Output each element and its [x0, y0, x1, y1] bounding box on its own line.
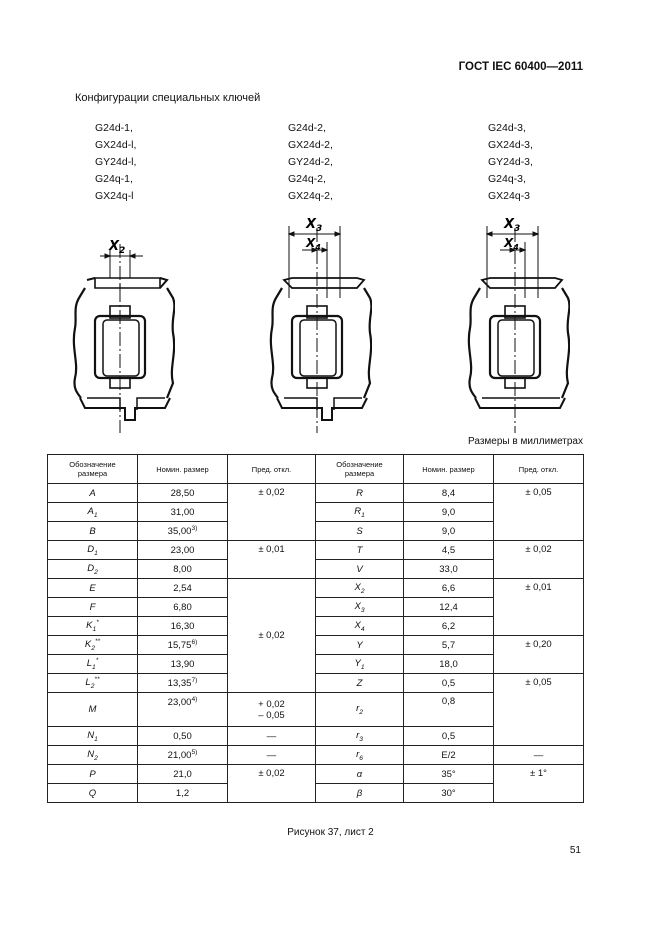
nominal-value: 6,80	[138, 598, 228, 617]
header-tolerance: Пред. откл.	[228, 455, 316, 484]
dim-symbol: $L_2^{**}$	[48, 674, 138, 693]
tolerance-value: ± 0,02	[228, 484, 316, 541]
tolerance-value: ± 0,05	[494, 674, 584, 746]
nominal-value: 0,5	[404, 727, 494, 746]
standard-header: ГОСТ IEC 60400—2011	[458, 61, 583, 73]
dim-symbol: $X_2$	[316, 579, 404, 598]
nominal-value: 0,5	[404, 674, 494, 693]
dim-symbol: $r_6$	[316, 746, 404, 765]
key-item: GX24q-3	[488, 190, 531, 202]
dim-symbol: R	[316, 484, 404, 503]
x3-label: $X_3$	[504, 217, 521, 234]
tolerance-value: ± 0,02	[494, 541, 584, 579]
x4-label: $X_4$	[306, 236, 321, 252]
table-row	[48, 541, 584, 560]
nominal-value: 13,35$^{7)}$	[138, 674, 228, 693]
header-nominal: Номин. размер	[138, 455, 228, 484]
table-row	[48, 746, 584, 765]
x2-label: $X_2$	[109, 239, 126, 256]
dim-symbol: $Y_1$	[316, 655, 404, 674]
dim-symbol: $N_2$	[48, 746, 138, 765]
dim-symbol: $X_4$	[316, 617, 404, 636]
figure-caption: Рисунок 37, лист 2	[287, 827, 374, 838]
nominal-value: 6,6	[404, 579, 494, 598]
nominal-value: 2,54	[138, 579, 228, 598]
dim-symbol: $N_1$	[48, 727, 138, 746]
key-group-2	[288, 120, 333, 205]
nominal-value: E/2	[404, 746, 494, 765]
nominal-value: 30°	[404, 784, 494, 803]
nominal-value: 6,2	[404, 617, 494, 636]
header-symbol: Обозначение размера	[48, 455, 138, 484]
key-item: G24q-1,	[95, 173, 133, 185]
tolerance-value: + 0,02 – 0,05	[228, 693, 316, 727]
nominal-value: 9,0	[404, 503, 494, 522]
key-item: GY24d-2,	[288, 156, 333, 168]
key-item: GX24d-2,	[288, 139, 333, 151]
dim-symbol: $r_3$	[316, 727, 404, 746]
dim-symbol: $A_1$	[48, 503, 138, 522]
table-header-row	[48, 455, 584, 484]
key-group-3	[488, 120, 533, 205]
tolerance-value: —	[228, 727, 316, 746]
tolerance-value: —	[228, 746, 316, 765]
dim-symbol: $D_2$	[48, 560, 138, 579]
dim-symbol: T	[316, 541, 404, 560]
key-item: GX24d-l,	[95, 139, 137, 151]
nominal-value: 23,00$^{4)}$	[138, 693, 228, 727]
nominal-value: 13,90	[138, 655, 228, 674]
key-item: GY24d-3,	[488, 156, 533, 168]
dim-symbol: $X_3$	[316, 598, 404, 617]
tolerance-value: ± 0,02	[228, 765, 316, 803]
dim-symbol: P	[48, 765, 138, 784]
dim-symbol: Y	[316, 636, 404, 655]
nominal-value: 35°	[404, 765, 494, 784]
dim-symbol: $K_1^*$	[48, 617, 138, 636]
dim-symbol: F	[48, 598, 138, 617]
header-symbol: Обозначение размера	[316, 455, 404, 484]
tolerance-value: ± 0,01	[494, 579, 584, 636]
table-row	[48, 765, 584, 784]
nominal-value: 4,5	[404, 541, 494, 560]
nominal-value: 21,00$^{5)}$	[138, 746, 228, 765]
nominal-value: 35,00$^{3)}$	[138, 522, 228, 541]
key-item: G24d-1,	[95, 122, 133, 134]
nominal-value: 0,8	[404, 693, 494, 727]
nominal-value: 8,00	[138, 560, 228, 579]
x3-label: $X_3$	[306, 217, 323, 234]
header-nominal: Номин. размер	[404, 455, 494, 484]
dim-symbol: V	[316, 560, 404, 579]
nominal-value: 21,0	[138, 765, 228, 784]
page-number: 51	[569, 845, 581, 856]
key-item: GX24q-2,	[288, 190, 333, 202]
dim-symbol: A	[48, 484, 138, 503]
key-item: G24q-2,	[288, 173, 326, 185]
nominal-value: 9,0	[404, 522, 494, 541]
tolerance-value: ± 0,01	[228, 541, 316, 579]
table-row	[48, 484, 584, 503]
tolerance-value: ± 0,02	[228, 579, 316, 693]
dim-symbol: S	[316, 522, 404, 541]
key-item: G24d-2,	[288, 122, 326, 134]
table-row	[48, 636, 584, 655]
tolerance-value: ± 0,05	[494, 484, 584, 541]
key-item: GY24d-l,	[95, 156, 137, 168]
nominal-value: 0,50	[138, 727, 228, 746]
nominal-value: 16,30	[138, 617, 228, 636]
section-caption: Конфигурации специальных ключей	[75, 92, 261, 104]
nominal-value: 18,0	[404, 655, 494, 674]
tolerance-value: ± 1°	[494, 765, 584, 803]
dim-symbol: $D_1$	[48, 541, 138, 560]
key-group-1	[95, 120, 136, 205]
key-item: GX24q-l	[95, 190, 134, 202]
nominal-value: 1,2	[138, 784, 228, 803]
nominal-value: 12,4	[404, 598, 494, 617]
dim-symbol: α	[316, 765, 404, 784]
nominal-value: 8,4	[404, 484, 494, 503]
dim-symbol: $r_2$	[316, 693, 404, 727]
tolerance-value: —	[494, 746, 584, 765]
table-row	[48, 579, 584, 598]
key-item: G24q-3,	[488, 173, 526, 185]
dim-symbol: Q	[48, 784, 138, 803]
nominal-value: 23,00	[138, 541, 228, 560]
dim-symbol: $K_2^{**}$	[48, 636, 138, 655]
dim-symbol: β	[316, 784, 404, 803]
dim-symbol: M	[48, 693, 138, 727]
dim-symbol: Z	[316, 674, 404, 693]
dim-symbol: $L_1^*$	[48, 655, 138, 674]
key-drawing-2	[262, 208, 372, 438]
key-item: G24d-3,	[488, 122, 526, 134]
key-drawing-1	[65, 208, 175, 438]
dim-symbol: $R_1$	[316, 503, 404, 522]
nominal-value: 31,00	[138, 503, 228, 522]
nominal-value: 5,7	[404, 636, 494, 655]
units-note: Размеры в миллиметрах	[468, 436, 583, 447]
dim-symbol: E	[48, 579, 138, 598]
x4-label: $X_4$	[504, 236, 519, 252]
tolerance-value: ± 0,20	[494, 636, 584, 674]
nominal-value: 33,0	[404, 560, 494, 579]
dimensions-table	[47, 454, 584, 803]
key-item: GX24d-3,	[488, 139, 533, 151]
nominal-value: 28,50	[138, 484, 228, 503]
key-drawing-3	[460, 208, 570, 438]
nominal-value: 15,75$^{6)}$	[138, 636, 228, 655]
header-tolerance: Пред. откл.	[494, 455, 584, 484]
table-row	[48, 674, 584, 693]
dim-symbol: B	[48, 522, 138, 541]
